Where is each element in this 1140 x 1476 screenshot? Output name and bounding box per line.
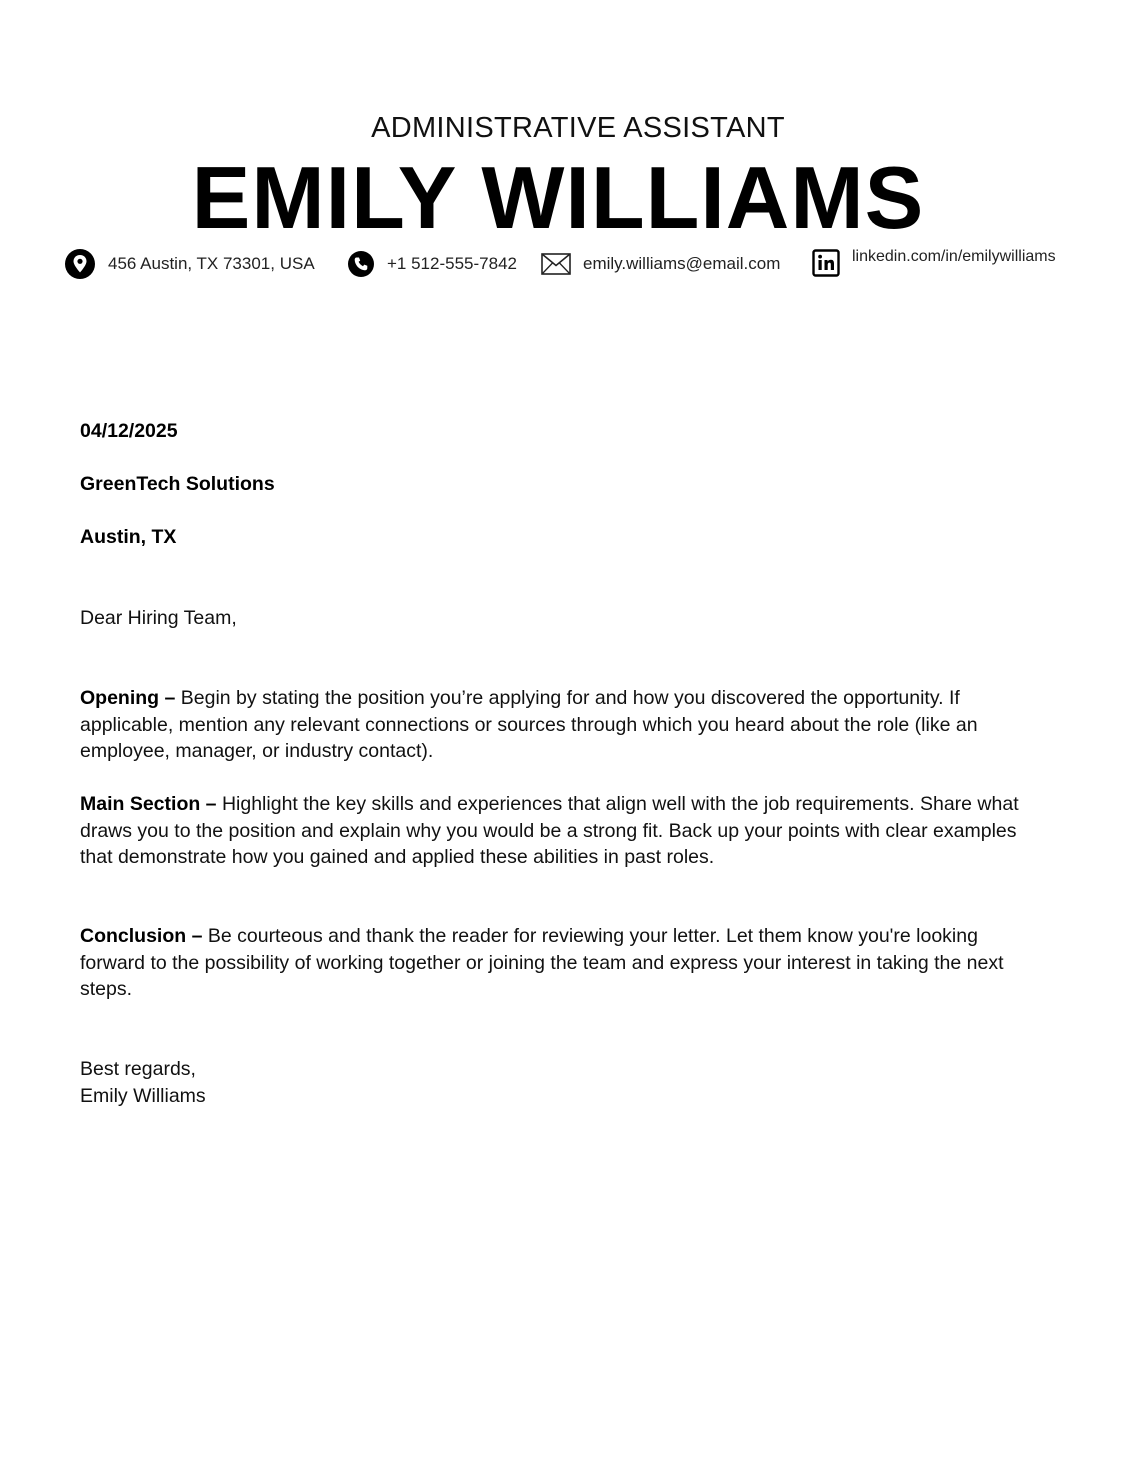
contact-linkedin (812, 244, 1056, 276)
main-section-paragraph (80, 791, 1040, 871)
opening-heading: Opening – (80, 687, 176, 709)
company-location: Austin, TX (80, 526, 177, 548)
linkedin-text[interactable]: linkedin.com/in/emilywilliams (852, 248, 1056, 265)
location-pin-icon (64, 248, 96, 280)
phone-icon (347, 250, 375, 278)
opening-body: Begin by stating the position you’re applying for and how you discovered the opportunity. If applicable, mention any relevant connections or sources through which you heard about the role (like an employee, manager, or industry contact). (80, 687, 978, 762)
email-text[interactable]: emily.williams@email.com (583, 254, 781, 273)
opening-paragraph (80, 685, 1040, 765)
salutation: Dear Hiring Team, (80, 607, 237, 629)
envelope-icon (541, 253, 571, 275)
conclusion-paragraph (80, 923, 1040, 1003)
contact-address (64, 248, 315, 280)
contact-email (541, 248, 780, 280)
phone-text: +1 512-555-7842 (387, 254, 517, 273)
closing: Best regards, (80, 1058, 196, 1080)
signature: Emily Williams (80, 1085, 206, 1107)
conclusion-heading: Conclusion – (80, 925, 203, 947)
letter-date: 04/12/2025 (80, 420, 178, 442)
conclusion-body: Be courteous and thank the reader for reviewing your letter. Let them know you're looking forward to the possibility of working together or joining the team and express your interest in taking the next steps. (80, 925, 1004, 1000)
linkedin-icon (812, 249, 840, 277)
main-section-body: Highlight the key skills and experiences that align well with the job requirements. Share what draws you to the position and explain why you would be a strong fit. Back up your points with clear examples that demonstrate how you gained and applied these abilities in past roles. (80, 793, 1019, 868)
full-name: EMILY WILLIAMS (191, 148, 925, 247)
main-section-heading: Main Section – (80, 793, 217, 815)
job-title: ADMINISTRATIVE ASSISTANT (371, 112, 785, 144)
company-name: GreenTech Solutions (80, 473, 275, 495)
address-text: 456 Austin, TX 73301, USA (108, 254, 315, 273)
contact-phone (347, 248, 517, 280)
